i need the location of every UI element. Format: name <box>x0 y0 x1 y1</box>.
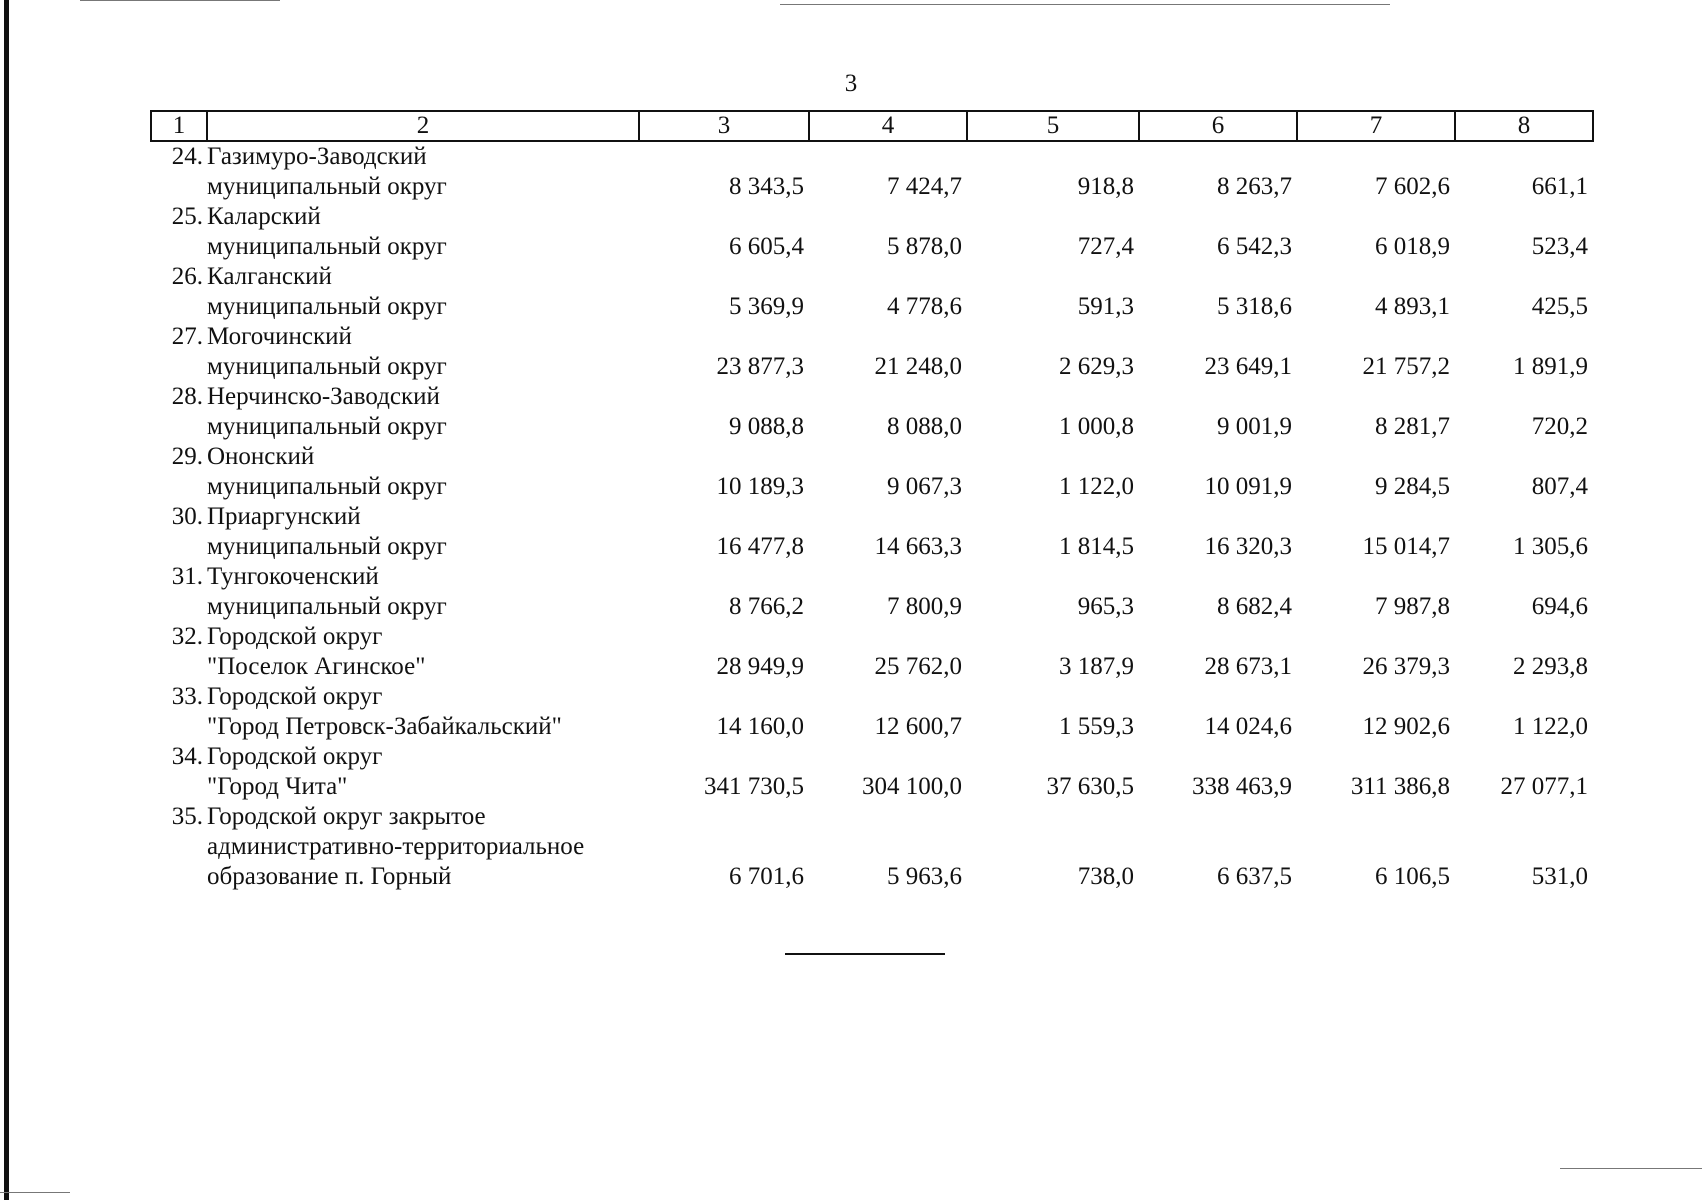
table-row <box>151 202 1593 262</box>
value-cell-col-8: 694,6 <box>1531 593 1588 620</box>
value-cell-col-8: 1 891,9 <box>1513 353 1588 380</box>
column-number-header-row <box>151 111 1593 141</box>
value-cell-col-6: 16 320,3 <box>1204 533 1292 560</box>
municipality-name-line: муниципальный округ <box>207 533 447 560</box>
row-number: 29. <box>171 443 203 470</box>
column-header-4: 4 <box>809 111 967 141</box>
value-cell-col-8: 523,4 <box>1531 233 1588 260</box>
value-cell-col-7: 15 014,7 <box>1362 533 1450 560</box>
municipality-name-line: Городской округ закрытое <box>207 803 486 830</box>
value-cell-col-5: 918,8 <box>1077 173 1134 200</box>
municipality-name-line: образование п. Горный <box>207 863 452 890</box>
value-cell-col-5: 1 814,5 <box>1059 533 1134 560</box>
row-number: 31. <box>171 563 203 590</box>
column-header-7: 7 <box>1297 111 1455 141</box>
value-cell-col-6: 8 682,4 <box>1217 593 1292 620</box>
table-row <box>151 622 1593 682</box>
row-number: 28. <box>171 383 203 410</box>
municipality-name-line: Каларский <box>207 203 321 230</box>
value-cell-col-7: 7 987,8 <box>1375 593 1450 620</box>
scan-artifact <box>80 0 280 1</box>
value-cell-col-4: 7 424,7 <box>887 173 962 200</box>
municipality-name-line: Газимуро-Заводский <box>207 143 427 170</box>
value-cell-col-8: 720,2 <box>1531 413 1588 440</box>
municipality-name <box>207 202 639 262</box>
value-cell-col-3: 8 766,2 <box>729 593 804 620</box>
value-cell-col-7: 26 379,3 <box>1362 653 1450 680</box>
table-row <box>151 442 1593 502</box>
value-cell-col-8: 27 077,1 <box>1500 773 1588 800</box>
value-cell-col-5: 1 559,3 <box>1059 713 1134 740</box>
row-number: 32. <box>171 623 203 650</box>
municipality-name <box>207 802 639 892</box>
municipality-name <box>207 562 639 622</box>
municipality-name-line: муниципальный округ <box>207 293 447 320</box>
value-cell-col-5: 37 630,5 <box>1046 773 1134 800</box>
table-row <box>151 562 1593 622</box>
municipality-name-line: "Поселок Агинское" <box>207 653 426 680</box>
municipality-name-line: административно-территориальное <box>207 833 585 860</box>
value-cell-col-3: 28 949,9 <box>716 653 804 680</box>
value-cell-col-7: 311 386,8 <box>1350 773 1450 800</box>
value-cell-col-3: 16 477,8 <box>716 533 804 560</box>
column-header-1: 1 <box>151 111 207 141</box>
value-cell-col-6: 5 318,6 <box>1217 293 1292 320</box>
column-header-2: 2 <box>207 111 639 141</box>
municipality-name-line: муниципальный округ <box>207 413 447 440</box>
value-cell-col-8: 1 305,6 <box>1513 533 1588 560</box>
value-cell-col-5: 591,3 <box>1077 293 1134 320</box>
municipality-name <box>207 382 639 442</box>
value-cell-col-4: 14 663,3 <box>874 533 962 560</box>
value-cell-col-3: 5 369,9 <box>729 293 804 320</box>
page-number: 3 <box>844 70 858 97</box>
value-cell-col-4: 9 067,3 <box>887 473 962 500</box>
value-cell-col-3: 10 189,3 <box>716 473 804 500</box>
value-cell-col-3: 9 088,8 <box>729 413 804 440</box>
row-number: 24. <box>171 143 203 170</box>
municipality-name-line: Приаргунский <box>207 503 361 530</box>
value-cell-col-4: 4 778,6 <box>887 293 962 320</box>
row-number: 27. <box>171 323 203 350</box>
scan-left-edge <box>4 0 9 1200</box>
value-cell-col-5: 738,0 <box>1077 863 1134 890</box>
value-cell-col-8: 661,1 <box>1531 173 1588 200</box>
municipality-name-line: муниципальный округ <box>207 353 447 380</box>
municipality-name-line: Могочинский <box>207 323 352 350</box>
municipality-name <box>207 141 639 202</box>
table-body <box>151 141 1593 892</box>
row-number: 26. <box>171 263 203 290</box>
municipality-name-line: муниципальный округ <box>207 593 447 620</box>
value-cell-col-7: 6 106,5 <box>1375 863 1450 890</box>
value-cell-col-7: 4 893,1 <box>1375 293 1450 320</box>
table-row <box>151 141 1593 202</box>
row-number: 34. <box>171 743 203 770</box>
municipality-name <box>207 622 639 682</box>
municipality-name-line: Калганский <box>207 263 332 290</box>
column-header-6: 6 <box>1139 111 1297 141</box>
row-number: 35. <box>171 803 203 830</box>
value-cell-col-7: 12 902,6 <box>1362 713 1450 740</box>
column-header-5: 5 <box>967 111 1139 141</box>
value-cell-col-8: 1 122,0 <box>1513 713 1588 740</box>
value-cell-col-6: 14 024,6 <box>1204 713 1292 740</box>
value-cell-col-6: 6 637,5 <box>1217 863 1292 890</box>
municipality-name-line: муниципальный округ <box>207 473 447 500</box>
value-cell-col-3: 23 877,3 <box>716 353 804 380</box>
value-cell-col-4: 304 100,0 <box>862 773 962 800</box>
value-cell-col-8: 425,5 <box>1531 293 1588 320</box>
value-cell-col-6: 23 649,1 <box>1204 353 1292 380</box>
value-cell-col-7: 8 281,7 <box>1375 413 1450 440</box>
column-header-3: 3 <box>639 111 809 141</box>
value-cell-col-5: 3 187,9 <box>1059 653 1134 680</box>
value-cell-col-3: 6 605,4 <box>729 233 804 260</box>
table-row <box>151 262 1593 322</box>
value-cell-col-8: 2 293,8 <box>1513 653 1588 680</box>
table-row <box>151 802 1593 892</box>
municipality-name-line: Городской округ <box>207 683 383 710</box>
scan-artifact <box>0 1192 70 1193</box>
value-cell-col-6: 6 542,3 <box>1217 233 1292 260</box>
value-cell-col-4: 7 800,9 <box>887 593 962 620</box>
municipality-name-line: Нерчинско-Заводский <box>207 383 440 410</box>
value-cell-col-3: 6 701,6 <box>729 863 804 890</box>
municipality-name-line: Тунгокоченский <box>207 563 379 590</box>
table-row <box>151 502 1593 562</box>
municipality-name <box>207 502 639 562</box>
municipality-name <box>207 442 639 502</box>
scan-artifact <box>1560 1168 1702 1169</box>
value-cell-col-4: 5 878,0 <box>887 233 962 260</box>
municipality-name-line: Ононский <box>207 443 315 470</box>
municipality-name <box>207 322 639 382</box>
value-cell-col-5: 1 000,8 <box>1059 413 1134 440</box>
value-cell-col-5: 965,3 <box>1077 593 1134 620</box>
value-cell-col-3: 341 730,5 <box>704 773 804 800</box>
value-cell-col-3: 8 343,5 <box>729 173 804 200</box>
value-cell-col-6: 8 263,7 <box>1217 173 1292 200</box>
value-cell-col-4: 21 248,0 <box>874 353 962 380</box>
municipality-name-line: муниципальный округ <box>207 173 447 200</box>
value-cell-col-4: 12 600,7 <box>874 713 962 740</box>
budget-table <box>150 110 1594 892</box>
table-row <box>151 382 1593 442</box>
value-cell-col-7: 21 757,2 <box>1362 353 1450 380</box>
end-of-table-rule <box>785 953 945 955</box>
value-cell-col-8: 807,4 <box>1531 473 1588 500</box>
value-cell-col-7: 9 284,5 <box>1375 473 1450 500</box>
value-cell-col-5: 2 629,3 <box>1059 353 1134 380</box>
value-cell-col-5: 727,4 <box>1077 233 1134 260</box>
table-row <box>151 682 1593 742</box>
municipality-name <box>207 262 639 322</box>
value-cell-col-7: 6 018,9 <box>1375 233 1450 260</box>
value-cell-col-6: 28 673,1 <box>1204 653 1292 680</box>
row-number: 25. <box>171 203 203 230</box>
scan-artifact <box>780 4 1390 5</box>
value-cell-col-4: 5 963,6 <box>887 863 962 890</box>
table-row <box>151 322 1593 382</box>
value-cell-col-4: 8 088,0 <box>887 413 962 440</box>
municipality-name-line: муниципальный округ <box>207 233 447 260</box>
table-row <box>151 742 1593 802</box>
value-cell-col-6: 338 463,9 <box>1192 773 1292 800</box>
value-cell-col-6: 9 001,9 <box>1217 413 1292 440</box>
value-cell-col-6: 10 091,9 <box>1204 473 1292 500</box>
value-cell-col-3: 14 160,0 <box>716 713 804 740</box>
column-header-8: 8 <box>1455 111 1593 141</box>
municipality-name <box>207 742 639 802</box>
municipality-name-line: Городской округ <box>207 623 383 650</box>
value-cell-col-4: 25 762,0 <box>874 653 962 680</box>
municipality-name-line: "Город Чита" <box>207 773 348 800</box>
value-cell-col-5: 1 122,0 <box>1059 473 1134 500</box>
row-number: 30. <box>171 503 203 530</box>
value-cell-col-8: 531,0 <box>1531 863 1588 890</box>
municipality-name-line: Городской округ <box>207 743 383 770</box>
row-number: 33. <box>171 683 203 710</box>
municipality-name <box>207 682 639 742</box>
value-cell-col-7: 7 602,6 <box>1375 173 1450 200</box>
municipality-name-line: "Город Петровск-Забайкальский" <box>207 713 562 740</box>
